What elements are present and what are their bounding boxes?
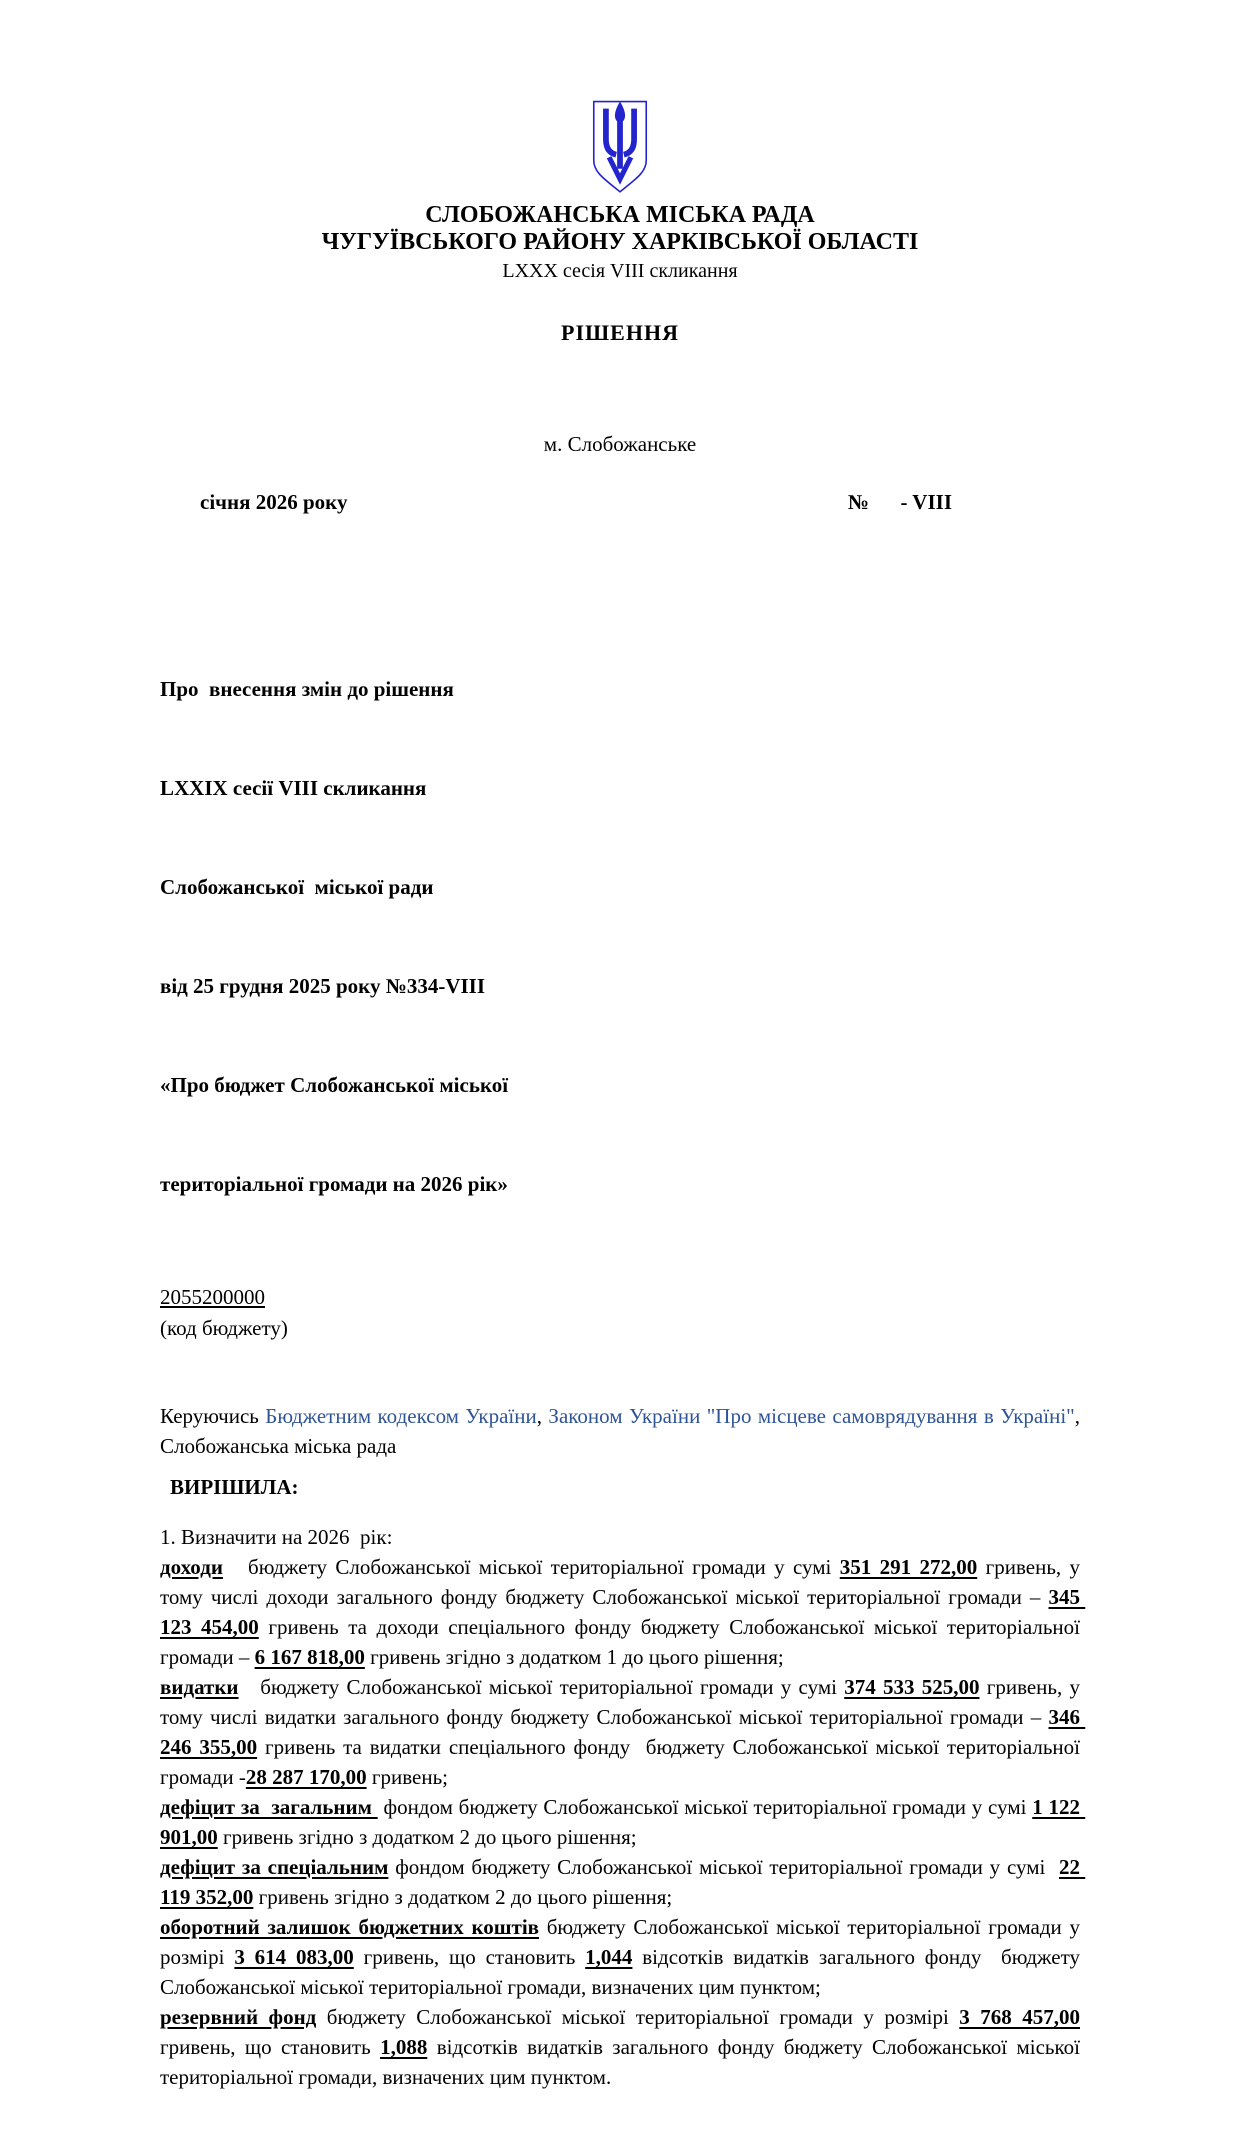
- text-run: 1,088: [380, 2035, 428, 2059]
- text-run: 28 287 170,00: [245, 1765, 367, 1789]
- org-name-line2: ЧУГУЇВСЬКОГО РАЙОНУ ХАРКІВСЬКОЇ ОБЛАСТІ: [321, 229, 919, 255]
- coat-of-arms: [160, 98, 1080, 196]
- text-run: гривень та видатки спеціального фонду бюджету Слобожанської міської територіальної громади -: [160, 1735, 1086, 1789]
- body-text: [160, 1522, 1086, 2092]
- text-run: гривень, у тому числі доходи загального фонду бюджету Слобожанської міської територіальної громади –: [160, 1555, 1086, 1609]
- paragraph-expenditures: [160, 1672, 1086, 1792]
- text-run: гривень, у тому числі видатки загального фонду бюджету Слобожанської міської територіальної громади –: [160, 1675, 1086, 1729]
- text-run: відсотків видатків загального фонду бюджету Слобожанської міської територіальної громади, визначених цим пунктом;: [160, 1945, 1086, 1999]
- text-run: резервний фонд: [160, 2005, 317, 2029]
- subject-line: територіальної громади на 2026 рік»: [160, 1172, 508, 1196]
- session-line: LXXX сесія VIII скликання: [502, 260, 738, 282]
- document-number: № - VIII: [847, 490, 952, 514]
- budget-code: 2055200000: [160, 1285, 265, 1309]
- text-run: 374 533 525,00: [844, 1675, 980, 1699]
- text-run: гривень згідно з додатком 1 до цього рішення;: [364, 1645, 784, 1669]
- text-run: гривень згідно з додатком 2 до цього рішення;: [253, 1885, 673, 1909]
- text-run: 3 614 083,00: [234, 1945, 354, 1969]
- preamble-paragraph: [160, 1401, 1086, 1461]
- text-run: 345 123 454,00: [160, 1585, 1086, 1639]
- budget-code-label: (код бюджету): [160, 1316, 288, 1340]
- date-number-row: [160, 490, 1080, 515]
- text-run: 346 246 355,00: [160, 1705, 1086, 1759]
- document-type-title: РІШЕННЯ: [561, 320, 679, 345]
- text-run: гривень;: [366, 1765, 448, 1789]
- text-run: гривень, що становить: [160, 2005, 1086, 2059]
- text-run: 22 119 352,00: [160, 1855, 1086, 1909]
- text-run: 1 122 901,00: [160, 1795, 1086, 1849]
- city-line: м. Слобожанське: [543, 432, 697, 456]
- hyperlink[interactable]: Законом України "Про місцеве самоврядування в Україні": [548, 1404, 1075, 1428]
- text-run: 6 167 818,00: [254, 1645, 365, 1669]
- text-run: 1,044: [585, 1945, 633, 1969]
- text-run: гривень, що становить: [353, 1945, 586, 1969]
- text-run: оборотний залишок бюджетних коштів: [160, 1915, 540, 1939]
- resolved-heading: ВИРІШИЛА:: [170, 1475, 299, 1499]
- subject-line: LXXIX сесії VIII скликання: [160, 776, 427, 800]
- paragraph-working-balance: [160, 1912, 1086, 2002]
- subject-line: Слобожанської міської ради: [160, 875, 434, 899]
- tryzub-icon: [588, 98, 652, 196]
- text-run: Керуючись: [160, 1404, 266, 1428]
- text-run: доходи: [160, 1555, 223, 1579]
- org-name-line1: СЛОБОЖАНСЬКА МІСЬКА РАДА: [425, 202, 815, 228]
- text-run: бюджету Слобожанської міської територіальної громади у розмірі: [160, 1915, 1086, 1969]
- paragraph-deficit-special: [160, 1852, 1086, 1912]
- text-run: гривень згідно з додатком 2 до цього рішення;: [217, 1825, 637, 1849]
- subject-line: «Про бюджет Слобожанської міської: [160, 1073, 509, 1097]
- subject-line: від 25 грудня 2025 року №334-VIII: [160, 974, 486, 998]
- paragraph-incomes: [160, 1552, 1086, 1672]
- text-run: бюджету Слобожанської міської територіальної громади у розмірі: [316, 2005, 960, 2029]
- date-line: січня 2026 року: [200, 490, 348, 514]
- subject-block: [160, 607, 1080, 1267]
- text-run: дефіцит за спеціальним: [160, 1855, 389, 1879]
- paragraph-reserve-fund: [160, 2002, 1086, 2092]
- text-run: фондом бюджету Слобожанської міської територіальної громади у сумі: [377, 1795, 1033, 1819]
- text-run: фондом бюджету Слобожанської міської територіальної громади у сумі: [388, 1855, 1059, 1879]
- text-run: видатки: [160, 1675, 239, 1699]
- hyperlink[interactable]: Бюджетним кодексом України: [265, 1404, 537, 1428]
- text-run: дефіцит за загальним: [160, 1795, 378, 1819]
- text-run: бюджету Слобожанської міської територіальної громади у сумі: [238, 1675, 845, 1699]
- subject-line: Про внесення змін до рішення: [160, 677, 454, 701]
- text-run: відсотків видатків загального фонду бюджету Слобожанської міської територіальної громади, визначених цим пунктом.: [160, 2035, 1086, 2089]
- text-run: 3 768 457,00: [959, 2005, 1080, 2029]
- item1-intro: 1. Визначити на 2026 рік:: [160, 1525, 393, 1549]
- text-run: 351 291 272,00: [839, 1555, 978, 1579]
- paragraph-deficit-general: [160, 1792, 1086, 1852]
- text-run: гривень та доходи спеціального фонду бюджету Слобожанської міської територіальної громади –: [160, 1615, 1086, 1669]
- text-run: ,: [536, 1404, 549, 1428]
- text-run: , Слобожанська міська рада: [160, 1404, 1086, 1458]
- text-run: бюджету Слобожанської міської територіальної громади у сумі: [222, 1555, 840, 1579]
